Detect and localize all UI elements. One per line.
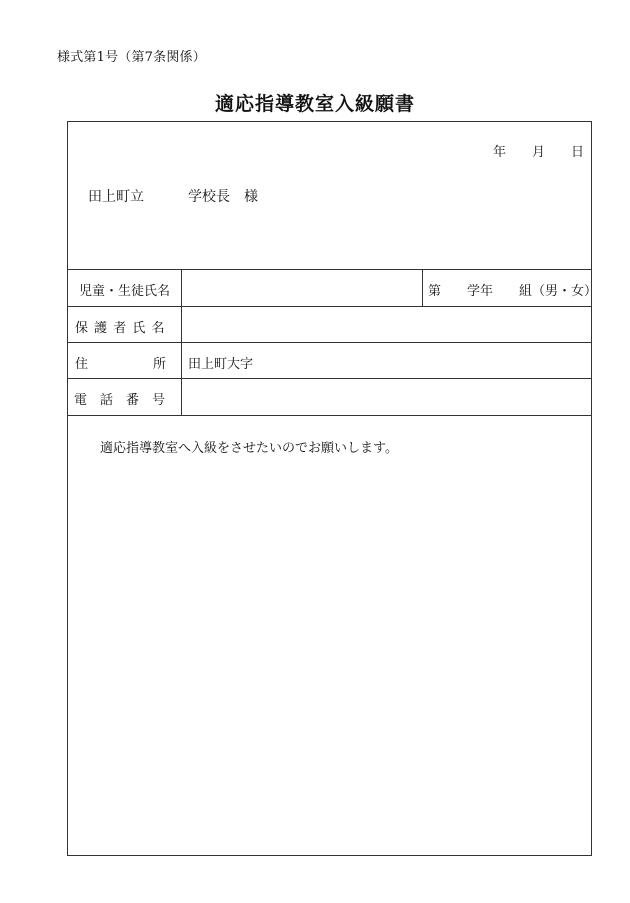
- form-number: 様式第1号（第7条関係）: [57, 50, 206, 65]
- address-label-second: 所: [153, 357, 167, 372]
- document-title: 適応指導教室入級願書: [214, 93, 415, 115]
- student-name-label: 児童・生徒氏名: [79, 284, 171, 299]
- grade-prefix: 第: [428, 284, 442, 299]
- label-column-divider: [181, 269, 182, 415]
- grade-label: 学年: [467, 284, 494, 299]
- date-day-label: 日: [571, 145, 585, 160]
- grade-column-divider: [422, 269, 423, 306]
- class-gender-label: 組（男・女）: [519, 284, 598, 299]
- row-divider: [67, 378, 592, 379]
- addressee-town: 田上町立: [88, 189, 144, 205]
- guardian-name-label: 保 護 者 氏 名: [75, 321, 166, 336]
- form-frame: [67, 121, 592, 856]
- request-text: 適応指導教室へ入級をさせたいのでお願いします。: [100, 441, 398, 456]
- row-divider: [67, 306, 592, 307]
- row-divider: [67, 269, 592, 270]
- phone-number-label: 電 話 番 号: [74, 393, 166, 408]
- addressee-principal: 学校長: [188, 189, 230, 205]
- date-year-label: 年: [493, 145, 507, 160]
- address-label-first: 住: [75, 357, 89, 372]
- date-line: [0, 141, 630, 161]
- row-divider: [67, 342, 592, 343]
- address-value: 田上町大字: [188, 357, 254, 372]
- date-month-label: 月: [532, 145, 546, 160]
- row-divider: [67, 415, 592, 416]
- addressee-honorific: 様: [244, 189, 258, 205]
